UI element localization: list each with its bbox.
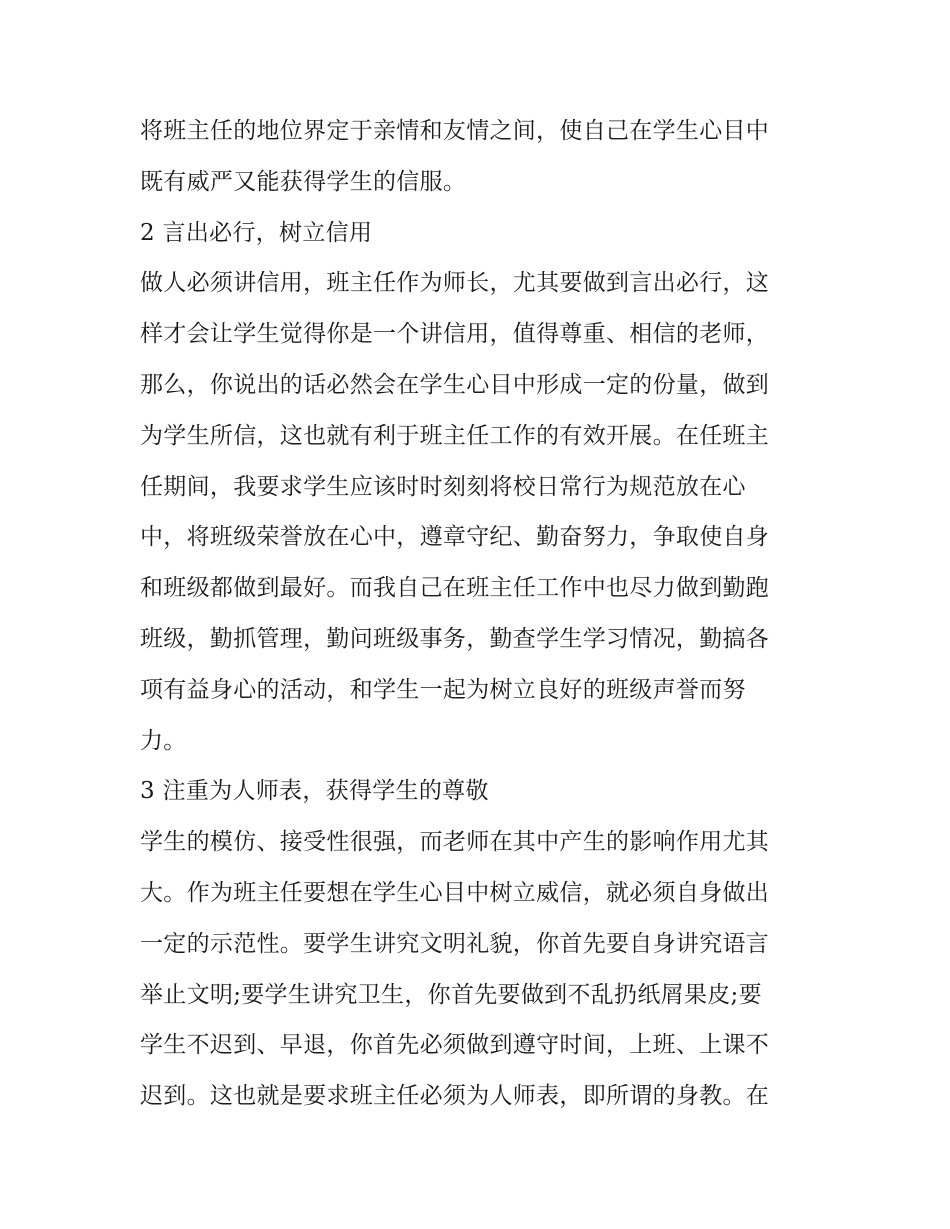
paragraph-line: 力。 [140, 727, 187, 754]
paragraph-line: 那么，你说出的话必然会在学生心目中形成一定的份量，做到 [140, 371, 770, 398]
section-heading: 3 注重为人师表，获得学生的尊敬 [140, 778, 489, 805]
paragraph-line: 做人必须讲信用，班主任作为师长，尤其要做到言出必行，这 [140, 270, 770, 297]
paragraph-line: 任期间，我要求学生应该时时刻刻将校日常行为规范放在心 [140, 473, 746, 500]
section-heading: 2 言出必行，树立信用 [140, 219, 373, 246]
paragraph-line: 举止文明;要学生讲究卫生，你首先要做到不乱扔纸屑果皮;要 [140, 981, 762, 1008]
paragraph-line: 既有威严又能获得学生的信服。 [140, 168, 467, 195]
paragraph-line: 项有益身心的活动，和学生一起为树立良好的班级声誉而努 [140, 676, 746, 703]
body-text [140, 106, 820, 1122]
paragraph-line: 学生不迟到、早退，你首先必须做到遵守时间，上班、上课不 [140, 1032, 770, 1059]
paragraph-line: 学生的模仿、接受性很强，而老师在其中产生的影响作用尤其 [140, 829, 770, 856]
paragraph-line: 为学生所信，这也就有利于班主任工作的有效开展。在任班主 [140, 422, 770, 449]
paragraph-line: 和班级都做到最好。而我自己在班主任工作中也尽力做到勤跑 [140, 575, 770, 602]
paragraph-line: 一定的示范性。要学生讲究文明礼貌，你首先要自身讲究语言 [140, 930, 770, 957]
paragraph-line: 班级，勤抓管理，勤问班级事务，勤查学生学习情况，勤搞各 [140, 625, 770, 652]
paragraph-line: 迟到。这也就是要求班主任必须为人师表，即所谓的身教。在 [140, 1083, 770, 1110]
paragraph-line: 大。作为班主任要想在学生心目中树立威信，就必须自身做出 [140, 879, 770, 906]
paragraph-line: 中，将班级荣誉放在心中，遵章守纪、勤奋努力，争取使自身 [140, 524, 770, 551]
paragraph-line: 将班主任的地位界定于亲情和友情之间，使自己在学生心目中 [140, 118, 770, 144]
paragraph-line: 样才会让学生觉得你是一个讲信用，值得尊重、相信的老师， [140, 321, 770, 348]
